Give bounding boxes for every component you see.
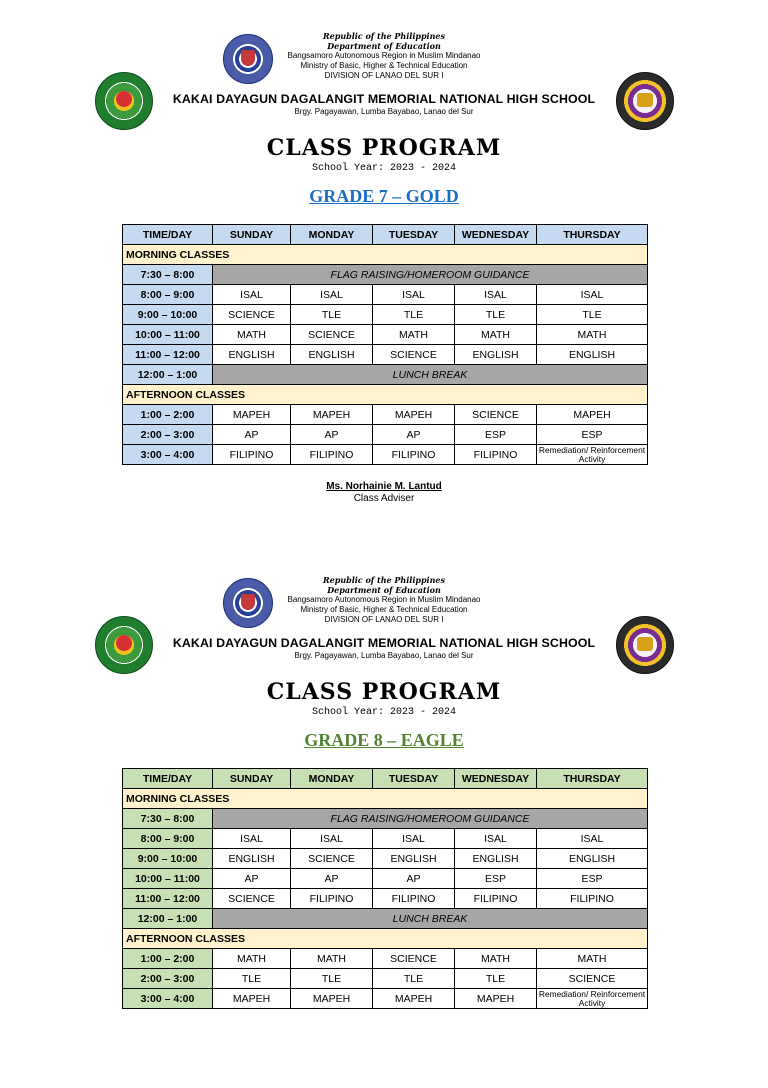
header-row <box>123 769 648 789</box>
class-program-grade-8 <box>0 544 768 1088</box>
flag-raising-cell: FLAG RAISING/HOMEROOM GUIDANCE <box>213 265 648 285</box>
subject-cell: MATH <box>455 325 537 345</box>
program-title: CLASS PROGRAM <box>266 135 502 161</box>
subject-cell: AP <box>213 425 291 445</box>
subject-cell: AP <box>213 869 291 889</box>
table-row <box>123 445 648 465</box>
subject-cell: ENGLISH <box>537 345 648 365</box>
time-cell: 9:00 – 10:00 <box>123 849 213 869</box>
subject-cell: MAPEH <box>537 405 648 425</box>
time-cell: 9:00 – 10:00 <box>123 305 213 325</box>
subject-cell: ISAL <box>373 829 455 849</box>
subject-cell: ISAL <box>291 829 373 849</box>
grade-title: GRADE 7 – GOLD <box>309 186 459 206</box>
flag-raising-cell: FLAG RAISING/HOMEROOM GUIDANCE <box>213 809 648 829</box>
adviser-name: Ms. Norhainie M. Lantud <box>326 481 442 492</box>
subject-cell: TLE <box>213 969 291 989</box>
division-line: DIVISION OF LANAO DEL SUR I <box>324 615 444 624</box>
republic-line: Republic of the Philippines <box>322 31 445 41</box>
subject-cell: SCIENCE <box>291 325 373 345</box>
subject-cell: FILIPINO <box>373 889 455 909</box>
subject-cell: ENGLISH <box>455 345 537 365</box>
time-cell: 1:00 – 2:00 <box>123 949 213 969</box>
morning-classes-label: MORNING CLASSES <box>123 245 648 265</box>
time-cell: 7:30 – 8:00 <box>123 809 213 829</box>
subject-cell: ISAL <box>213 285 291 305</box>
table-row <box>123 405 648 425</box>
subject-cell: MAPEH <box>291 405 373 425</box>
school-name: KAKAI DAYAGUN DAGALANGIT MEMORIAL NATIONAL HIGH SCHOOL <box>172 92 596 106</box>
subject-cell: MATH <box>213 949 291 969</box>
subject-cell: ISAL <box>537 829 648 849</box>
afternoon-classes-label: AFTERNOON CLASSES <box>123 929 648 949</box>
subject-cell: ESP <box>455 425 537 445</box>
subject-cell: AP <box>291 869 373 889</box>
table-row <box>123 889 648 909</box>
time-cell: 7:30 – 8:00 <box>123 265 213 285</box>
col-sunday: SUNDAY <box>213 769 291 789</box>
table-row <box>123 989 648 1009</box>
subject-cell: ENGLISH <box>537 849 648 869</box>
school-name: KAKAI DAYAGUN DAGALANGIT MEMORIAL NATIONAL HIGH SCHOOL <box>172 636 596 650</box>
subject-cell: SCIENCE <box>537 969 648 989</box>
subject-cell: AP <box>291 425 373 445</box>
subject-cell: MATH <box>213 325 291 345</box>
time-cell: 12:00 – 1:00 <box>123 909 213 929</box>
subject-cell: MAPEH <box>373 989 455 1009</box>
lunch-break-cell: LUNCH BREAK <box>213 365 648 385</box>
afternoon-classes-label: AFTERNOON CLASSES <box>123 385 648 405</box>
schedule-table <box>122 224 648 465</box>
subject-cell: TLE <box>373 969 455 989</box>
table-row <box>123 949 648 969</box>
time-cell: 10:00 – 11:00 <box>123 325 213 345</box>
table-row <box>123 869 648 889</box>
subject-cell: SCIENCE <box>291 849 373 869</box>
morning-section-row <box>123 245 648 265</box>
subject-cell: MATH <box>455 949 537 969</box>
subject-cell: ISAL <box>373 285 455 305</box>
subject-cell: MAPEH <box>213 989 291 1009</box>
department-line: Department of Education <box>327 41 441 51</box>
table-row <box>123 305 648 325</box>
subject-cell: SCIENCE <box>455 405 537 425</box>
school-year: School Year: 2023 - 2024 <box>311 707 457 718</box>
subject-cell: FILIPINO <box>291 445 373 465</box>
letterhead <box>0 575 768 625</box>
division-line: DIVISION OF LANAO DEL SUR I <box>324 71 444 80</box>
col-monday: MONDAY <box>291 225 373 245</box>
subject-cell: TLE <box>455 969 537 989</box>
subject-cell: TLE <box>537 305 648 325</box>
subject-cell: SCIENCE <box>373 345 455 365</box>
subject-cell: MATH <box>373 325 455 345</box>
col-thursday: THURSDAY <box>537 225 648 245</box>
subject-cell: TLE <box>291 969 373 989</box>
morning-section-row <box>123 789 648 809</box>
subject-cell: ISAL <box>455 829 537 849</box>
subject-cell: MATH <box>537 325 648 345</box>
subject-cell: MAPEH <box>373 405 455 425</box>
grade-title: GRADE 8 – EAGLE <box>304 730 464 750</box>
col-time-day: TIME/DAY <box>123 769 213 789</box>
subject-cell: FILIPINO <box>537 889 648 909</box>
table-row <box>123 849 648 869</box>
subject-cell: ISAL <box>455 285 537 305</box>
col-thursday: THURSDAY <box>537 769 648 789</box>
time-cell: 8:00 – 9:00 <box>123 829 213 849</box>
subject-cell: MAPEH <box>291 989 373 1009</box>
subject-cell: SCIENCE <box>373 949 455 969</box>
table-row <box>123 345 648 365</box>
table-row <box>123 809 648 829</box>
subject-cell: ESP <box>537 425 648 445</box>
col-time-day: TIME/DAY <box>123 225 213 245</box>
table-row <box>123 829 648 849</box>
time-cell: 12:00 – 1:00 <box>123 365 213 385</box>
subject-cell: ENGLISH <box>213 849 291 869</box>
subject-cell: ISAL <box>213 829 291 849</box>
col-monday: MONDAY <box>291 769 373 789</box>
letterhead <box>0 31 768 81</box>
table-row <box>123 285 648 305</box>
time-cell: 10:00 – 11:00 <box>123 869 213 889</box>
afternoon-section-row <box>123 929 648 949</box>
table-row <box>123 265 648 285</box>
table-row <box>123 909 648 929</box>
time-cell: 8:00 – 9:00 <box>123 285 213 305</box>
table-row <box>123 325 648 345</box>
subject-cell: FILIPINO <box>373 445 455 465</box>
time-cell: 11:00 – 12:00 <box>123 889 213 909</box>
time-cell: 3:00 – 4:00 <box>123 989 213 1009</box>
subject-cell: FILIPINO <box>291 889 373 909</box>
subject-cell: SCIENCE <box>213 305 291 325</box>
subject-cell: SCIENCE <box>213 889 291 909</box>
subject-cell: TLE <box>455 305 537 325</box>
subject-cell: TLE <box>373 305 455 325</box>
program-title: CLASS PROGRAM <box>266 679 502 705</box>
lunch-break-cell: LUNCH BREAK <box>213 909 648 929</box>
subject-cell: ESP <box>455 869 537 889</box>
col-wednesday: WEDNESDAY <box>455 225 537 245</box>
time-cell: 1:00 – 2:00 <box>123 405 213 425</box>
time-cell: 2:00 – 3:00 <box>123 969 213 989</box>
subject-cell: ISAL <box>291 285 373 305</box>
table-row <box>123 969 648 989</box>
remediation-cell: Remediation/ Reinforcement Activity <box>537 989 648 1009</box>
subject-cell: ISAL <box>537 285 648 305</box>
adviser-role: Class Adviser <box>353 493 415 504</box>
subject-cell: MATH <box>291 949 373 969</box>
school-address: Brgy. Pagayawan, Lumba Bayabao, Lanao del Sur <box>294 651 474 660</box>
subject-cell: TLE <box>291 305 373 325</box>
time-cell: 2:00 – 3:00 <box>123 425 213 445</box>
subject-cell: AP <box>373 869 455 889</box>
remediation-cell: Remediation/ Reinforcement Activity <box>537 445 648 465</box>
col-sunday: SUNDAY <box>213 225 291 245</box>
republic-line: Republic of the Philippines <box>322 575 445 585</box>
table-row <box>123 425 648 445</box>
subject-cell: ENGLISH <box>373 849 455 869</box>
schedule-table <box>122 768 648 1009</box>
subject-cell: ENGLISH <box>455 849 537 869</box>
col-wednesday: WEDNESDAY <box>455 769 537 789</box>
subject-cell: AP <box>373 425 455 445</box>
school-year: School Year: 2023 - 2024 <box>311 163 457 174</box>
table-row <box>123 365 648 385</box>
ministry-line: Ministry of Basic, Higher & Technical Education <box>300 61 468 70</box>
time-cell: 3:00 – 4:00 <box>123 445 213 465</box>
subject-cell: ENGLISH <box>291 345 373 365</box>
morning-classes-label: MORNING CLASSES <box>123 789 648 809</box>
ministry-line: Ministry of Basic, Higher & Technical Education <box>300 605 468 614</box>
region-line: Bangsamoro Autonomous Region in Muslim Mindanao <box>287 595 481 604</box>
afternoon-section-row <box>123 385 648 405</box>
subject-cell: FILIPINO <box>213 445 291 465</box>
department-line: Department of Education <box>327 585 441 595</box>
subject-cell: FILIPINO <box>455 889 537 909</box>
time-cell: 11:00 – 12:00 <box>123 345 213 365</box>
header-row <box>123 225 648 245</box>
subject-cell: MAPEH <box>213 405 291 425</box>
region-line: Bangsamoro Autonomous Region in Muslim Mindanao <box>287 51 481 60</box>
school-address: Brgy. Pagayawan, Lumba Bayabao, Lanao del Sur <box>294 107 474 116</box>
subject-cell: MAPEH <box>455 989 537 1009</box>
subject-cell: ENGLISH <box>213 345 291 365</box>
subject-cell: ESP <box>537 869 648 889</box>
subject-cell: MATH <box>537 949 648 969</box>
col-tuesday: TUESDAY <box>373 225 455 245</box>
col-tuesday: TUESDAY <box>373 769 455 789</box>
subject-cell: FILIPINO <box>455 445 537 465</box>
